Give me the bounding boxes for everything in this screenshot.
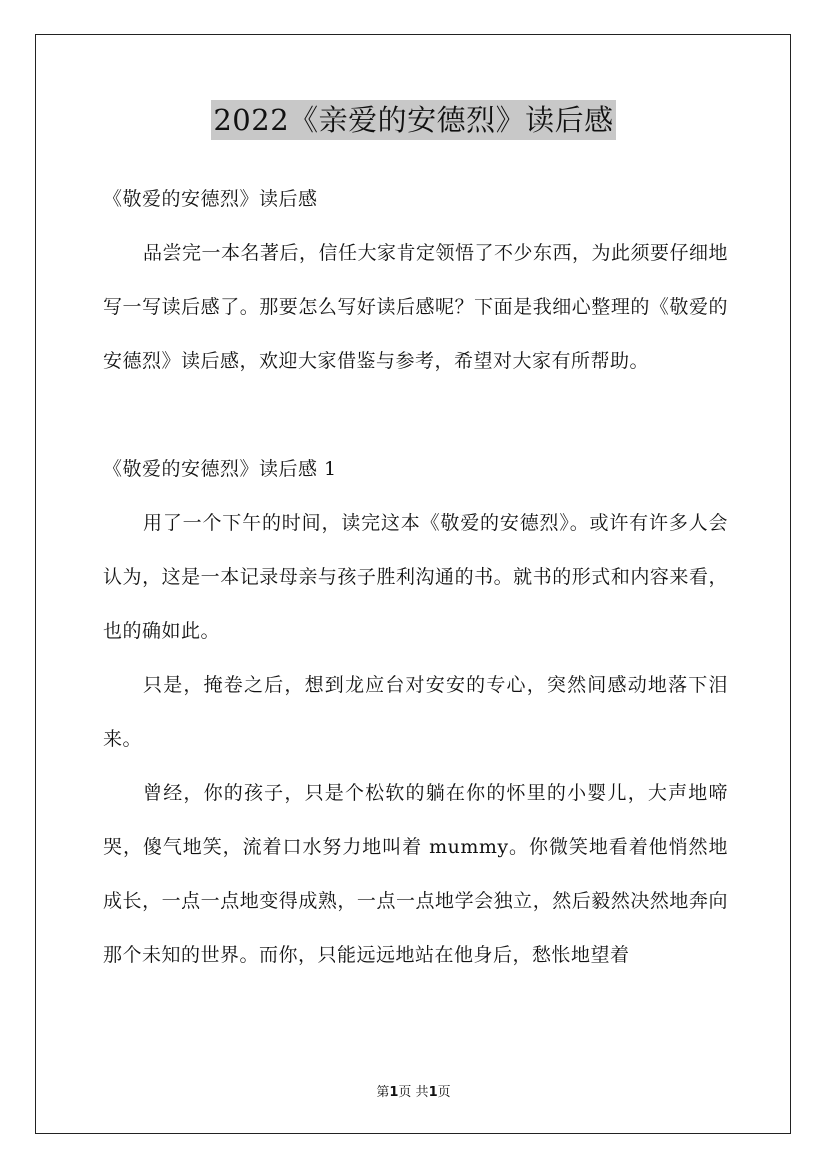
footer-mid: 页 共: [398, 1085, 429, 1100]
spacer: [103, 388, 728, 442]
footer-page-current: 1: [389, 1085, 399, 1100]
document-body: [103, 172, 728, 982]
document-title: 2022《亲爱的安德烈》读后感: [211, 100, 615, 140]
intro-paragraph: 品尝完一本名著后，信任大家肯定领悟了不少东西，为此须要仔细地写一写读后感了。那要怎么写好读后感呢？下面是我细心整理的《敬爱的安德烈》读后感，欢迎大家借鉴与参考，希望对大家有所帮助。: [103, 242, 729, 372]
body-paragraph-3: 曾经，你的孩子，只是个松软的躺在你的怀里的小婴儿，大声地啼哭，傻气地笑，流着口水努力地叫着 mummy。你微笑地看着他悄然地成长，一点一点地变得成熟，一点一点地学会独立，然后毅然决然地奔向那个未知的世界。而你，只能远远地站在他身后，愁怅地望着: [103, 782, 728, 966]
body-paragraph-1: 用了一个下午的时间，读完这本《敬爱的安德烈》。或许有许多人会认为，这是一本记录母亲与孩子胜利沟通的书。就书的形式和内容来看，也的确如此。: [103, 512, 728, 642]
title-area: [0, 100, 827, 140]
body-paragraph-2: 只是，掩卷之后，想到龙应台对安安的专心，突然间感动地落下泪来。: [103, 674, 728, 750]
subtitle: 《敬爱的安德烈》读后感: [103, 188, 318, 210]
footer-prefix: 第: [376, 1085, 390, 1100]
footer-page-total: 1: [428, 1085, 438, 1100]
footer-suffix: 页: [437, 1085, 451, 1100]
section-heading: 《敬爱的安德烈》读后感 1: [103, 458, 337, 480]
page-footer: [0, 1081, 827, 1100]
